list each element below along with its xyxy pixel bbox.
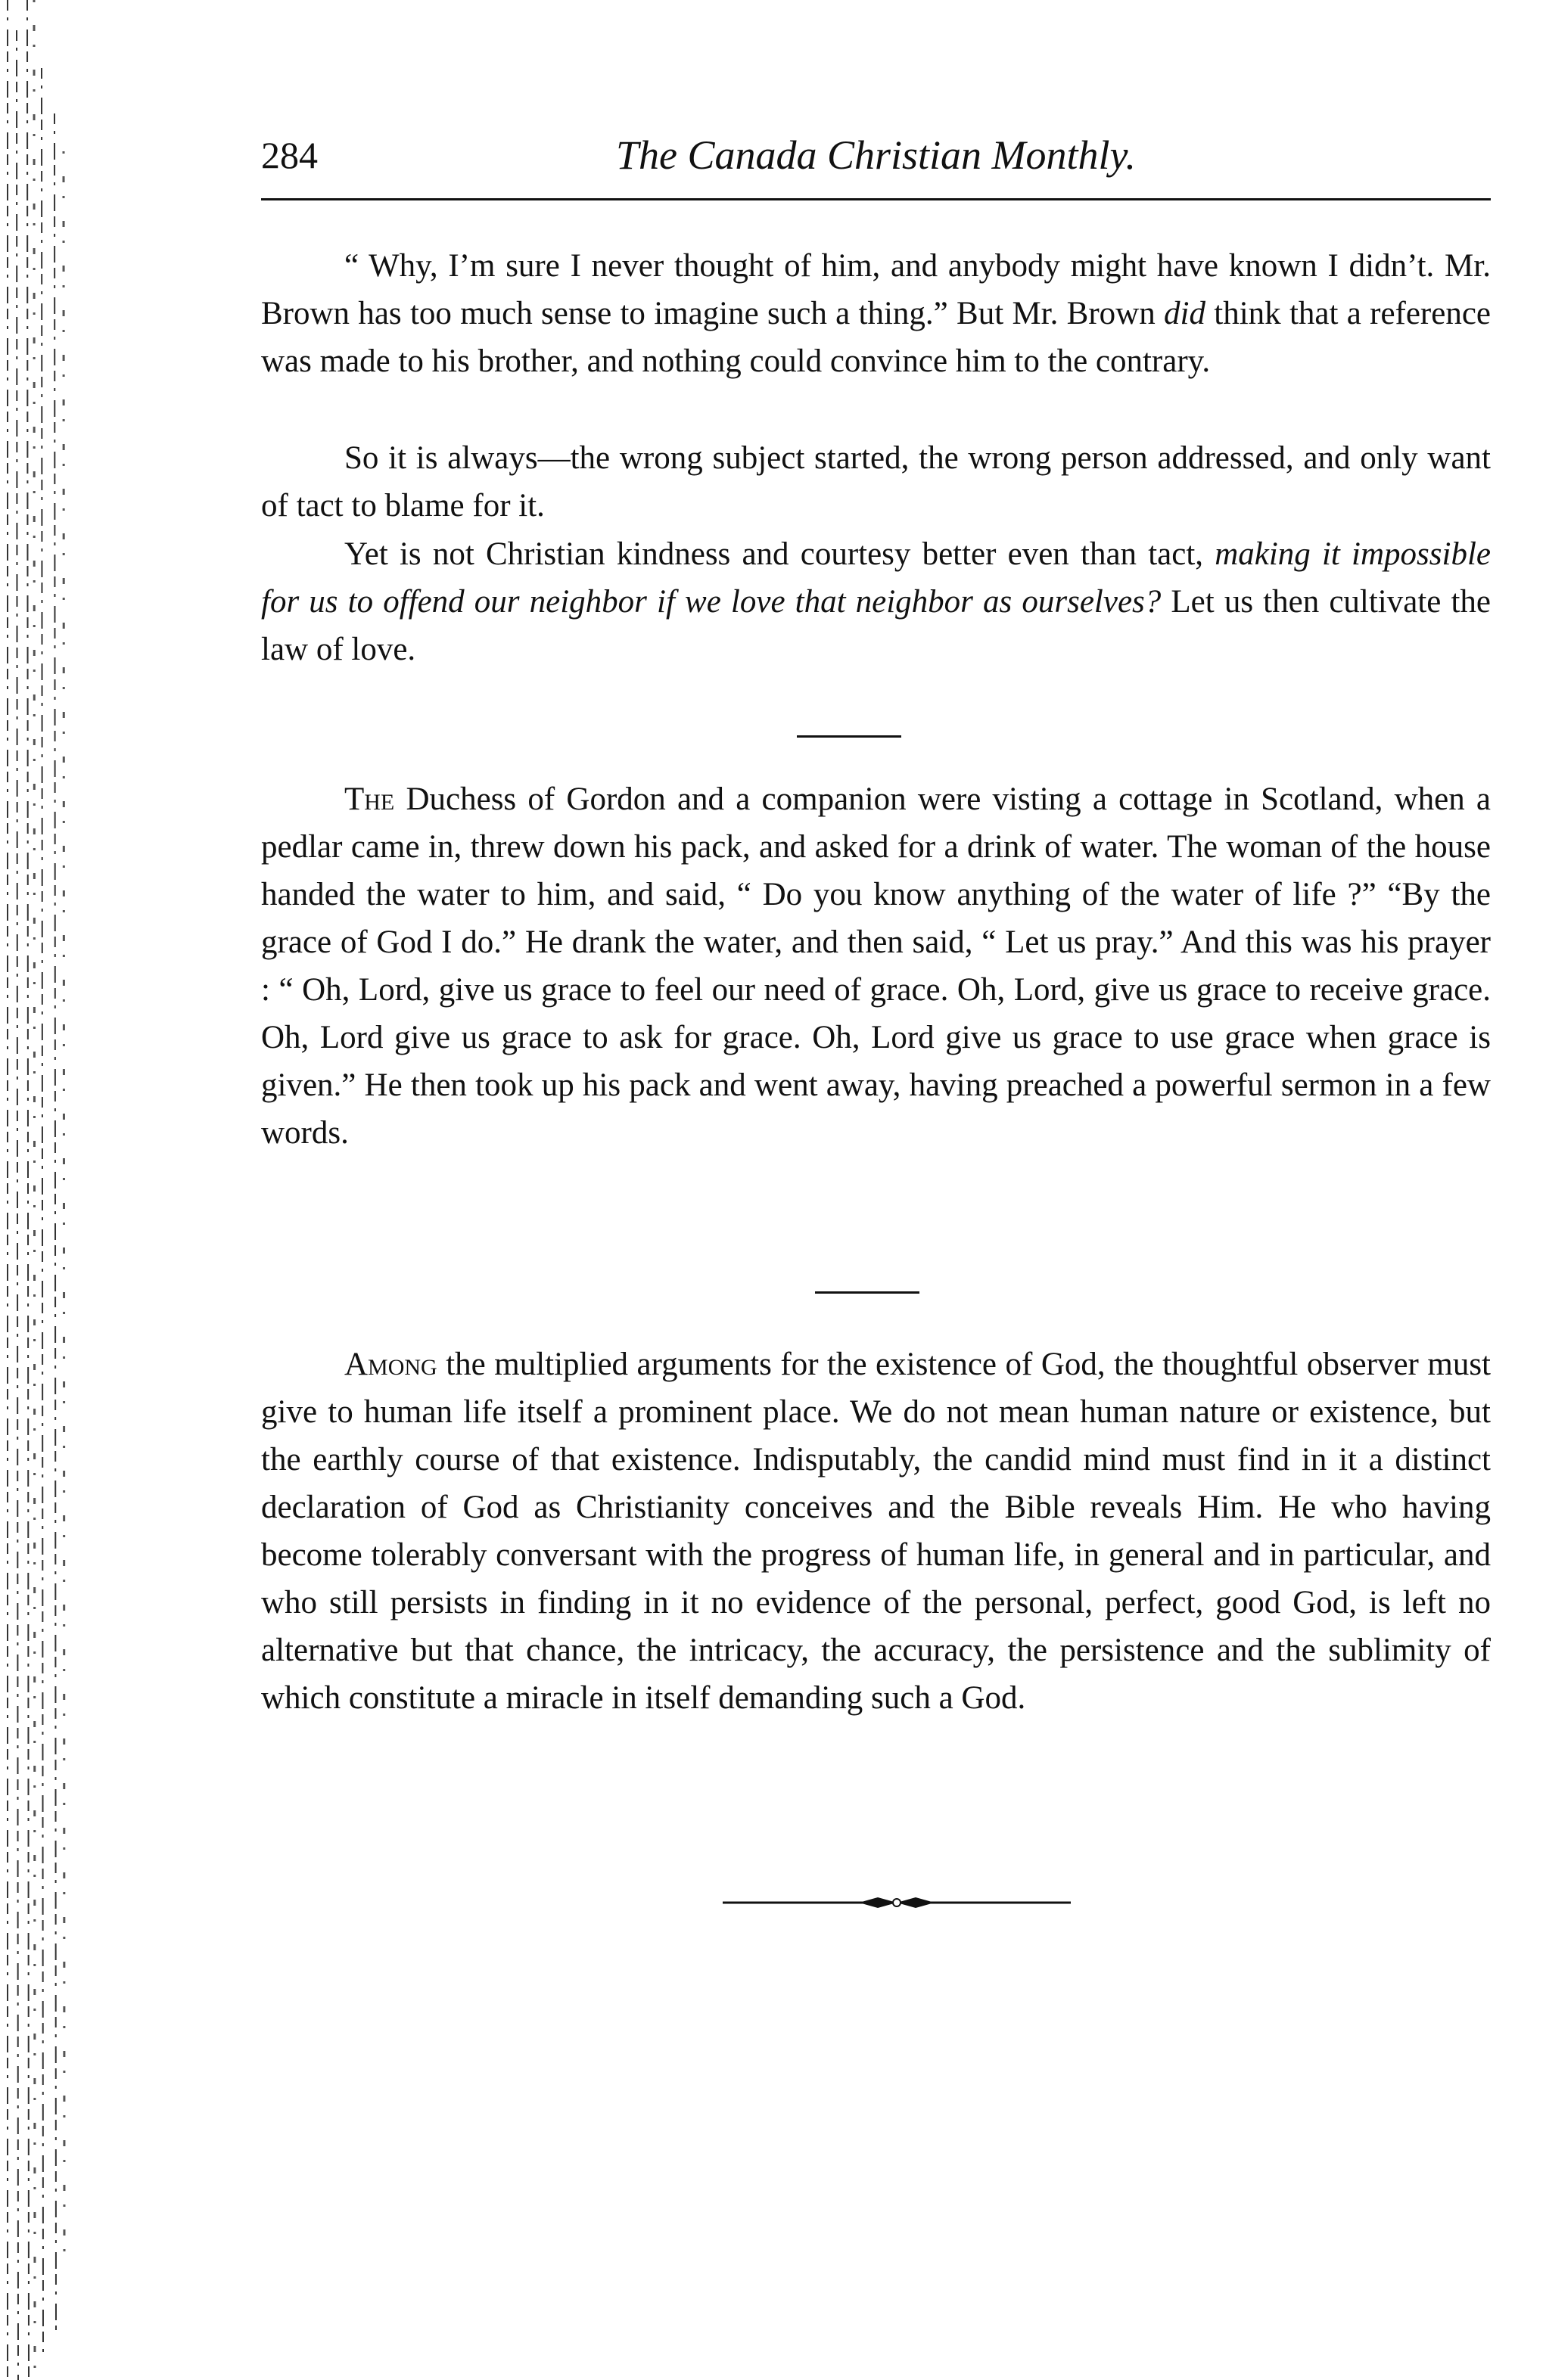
running-head <box>261 129 1491 182</box>
paragraph-text: think that a reference was made to his brother, and nothing could convince him to the contrary. <box>261 296 1492 379</box>
paragraph-text: So it is always—the wrong subject started, the wrong person addressed, and only want of tact to blame for it. <box>261 440 1491 524</box>
paragraph-wrong-subject <box>261 434 1491 530</box>
paragraph-text: Yet is not Christian kindness and courtesy better even than tact, <box>344 536 1215 572</box>
emphasis-did: did <box>1164 296 1205 331</box>
paragraph-text: the multiplied arguments for the existence of God, the thoughtful observer must give to human life itself a prominent place. We do not mean human nature or existence, but the earthly course of that existence. Indisputably, the candid mind must find in it a distinct declaration of God as Christianity conceives and the Bible reveals Him. He who having become tolerably conversant with the progress of human life, in general and in particular, and who still persists in finding in it no evidence of the personal, perfect, good God, is left no alternative but that chance, the intricacy, the accuracy, the persistence and the sublimity of which constitute a miracle in itself demanding such a God. <box>261 1347 1491 1716</box>
small-caps-lead: Among <box>344 1347 437 1382</box>
small-caps-lead: The <box>344 781 395 817</box>
header-rule <box>261 198 1491 200</box>
end-ornament <box>723 1888 1071 1918</box>
paragraph-existence-of-god <box>261 1341 1491 1722</box>
page-number: 284 <box>261 134 318 176</box>
binding-edge-scan-marks <box>0 0 72 2380</box>
paragraph-christian-kindness <box>261 530 1491 673</box>
paragraph-brown-reference <box>261 242 1491 385</box>
paragraph-text: Duchess of Gordon and a companion were visting a cottage in Scotland, when a pedlar came in, threw down his pack, and asked for a drink of water. The woman of the house handed the water to him, and said, “ Do you know anything of the water of life ?” “By the grace of God I do.” He drank the water, and then said, “ Let us pray.” And this was his prayer : “ Oh, Lord, give us grace to feel our need of grace. Oh, Lord, give us grace to receive grace. Oh, Lord give us grace to ask for grace. Oh, Lord give us grace to use grace when grace is given.” He then took up his pack and went away, having preached a powerful sermon in a few words. <box>261 781 1491 1151</box>
journal-title: The Canada Christian Monthly. <box>615 132 1137 178</box>
paragraph-text: “ Why, I’m sure I never thought of him, and anybody might have known I didn’t. Mr. Brown has too much sense to imagine such a thing.” But Mr. Brown <box>261 248 1491 331</box>
italic-passage: making it impossible for us to offend our neighbor if we love that neighbor as ourselves? <box>261 536 1491 620</box>
paragraph-text: Let us then cultivate the law of love. <box>261 584 1492 667</box>
section-separator <box>815 1291 919 1294</box>
section-separator <box>797 735 901 738</box>
paragraph-duchess-of-gordon <box>261 775 1491 1157</box>
